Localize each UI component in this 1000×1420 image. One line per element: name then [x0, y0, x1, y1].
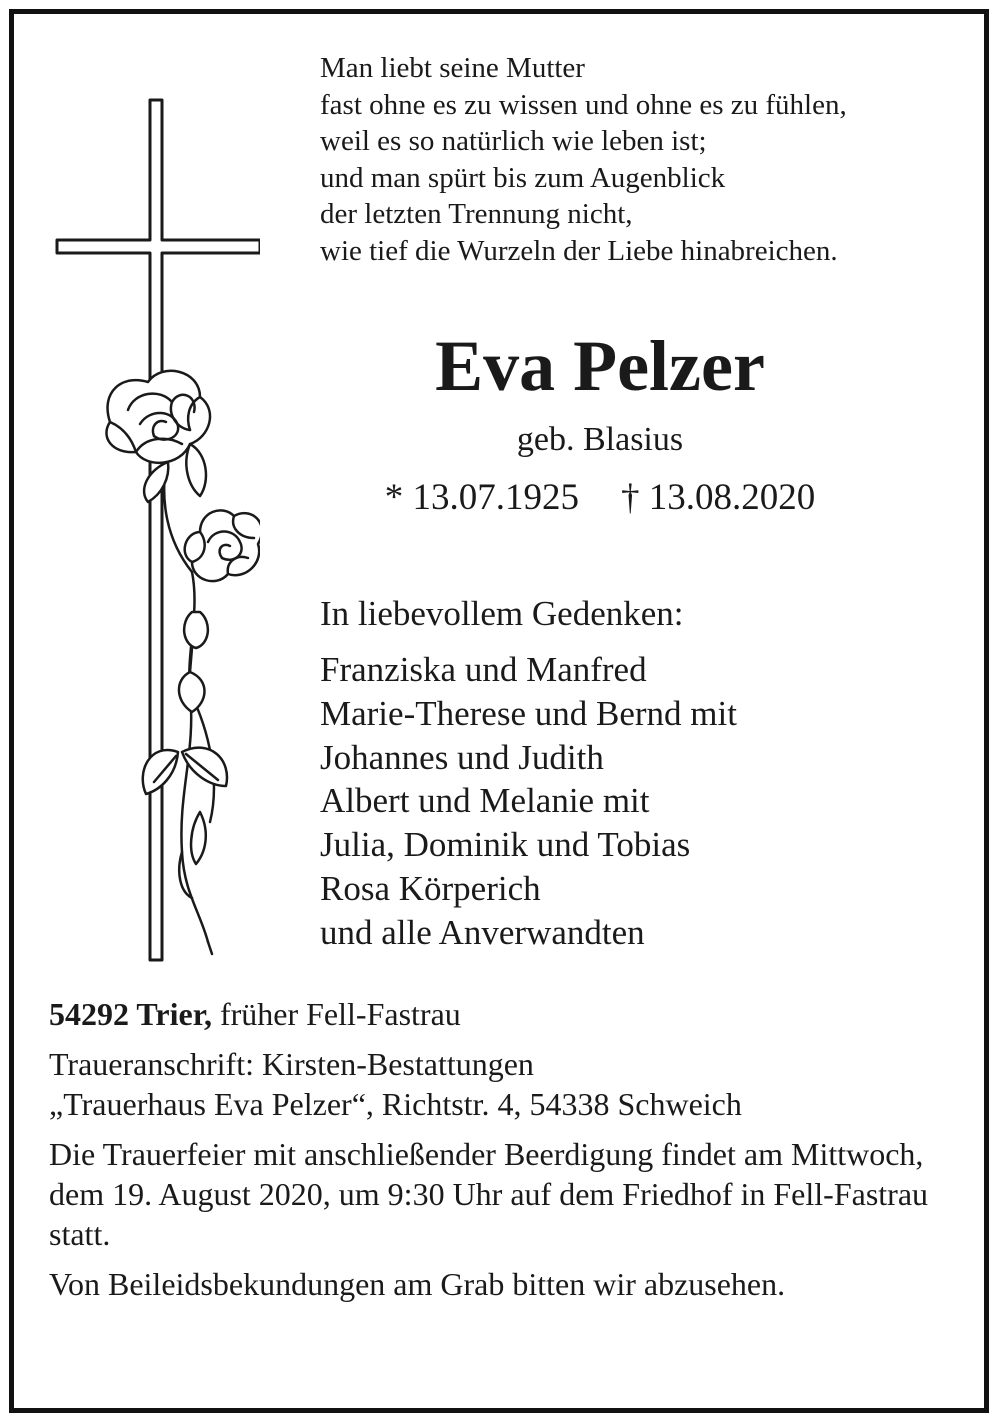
death-date: † 13.08.2020	[621, 477, 816, 518]
ceremony-info: Die Trauerfeier mit anschließender Beerdigung findet am Mittwoch, dem 19. August 2020, um 9:30 Uhr auf dem Friedhof in Fell-Fastrau statt.	[49, 1136, 929, 1252]
funeral-details	[49, 994, 959, 1314]
mourner-line: Rosa Körperich	[320, 868, 541, 908]
place-former: früher Fell-Fastrau	[211, 996, 461, 1032]
mourner-line: Albert und Melanie mit	[320, 781, 650, 821]
poem	[320, 50, 960, 269]
mourning-address	[49, 1044, 959, 1124]
mourners-list	[320, 648, 737, 955]
poem-line: und man spürt bis zum Augenblick	[320, 161, 726, 194]
mourner-line: und alle Anverwandten	[320, 912, 645, 952]
address-line-1: Traueranschrift: Kirsten-Bestattungen	[49, 1046, 534, 1082]
deceased-name: Eva Pelzer	[435, 326, 765, 406]
birth-date: * 13.07.1925	[384, 477, 579, 518]
remembrance-heading: In liebevollem Gedenken:	[320, 594, 684, 633]
poem-line: Man liebt seine Mutter	[320, 52, 585, 84]
condolences-note: Von Beileidsbekundungen am Grab bitten wir abzusehen.	[49, 1266, 786, 1302]
birth-name: geb. Blasius	[516, 421, 684, 458]
poem-line: fast ohne es zu wissen und ohne es zu fühlen,	[320, 88, 847, 121]
address-line-2: „Trauerhaus Eva Pelzer“, Richtstr. 4, 54338 Schweich	[49, 1086, 742, 1122]
place-line	[49, 994, 959, 1034]
mourner-line: Marie-Therese und Bernd mit	[320, 693, 737, 733]
life-dates	[320, 476, 880, 520]
mourner-line: Johannes und Judith	[320, 737, 604, 777]
poem-line: der letzten Trennung nicht,	[320, 198, 633, 230]
poem-line: weil es so natürlich wie leben ist;	[320, 125, 707, 157]
mourner-line: Franziska und Manfred	[320, 650, 647, 689]
poem-line: wie tief die Wurzeln der Liebe hinabreichen.	[320, 234, 838, 267]
place-city: 54292 Trier,	[49, 996, 212, 1032]
mourner-line: Julia, Dominik und Tobias	[320, 825, 691, 865]
cross-with-roses-icon	[50, 92, 260, 972]
